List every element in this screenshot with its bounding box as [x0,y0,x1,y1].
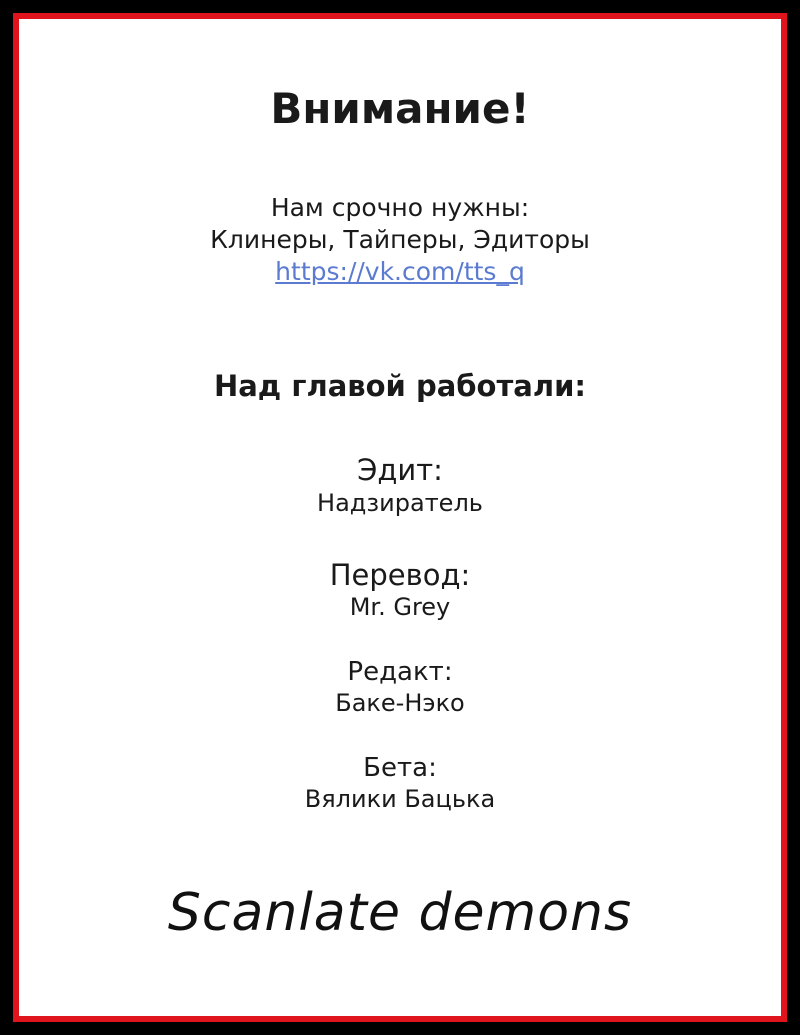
credit-name-redakt: Баке-Нэко [335,689,465,717]
team-signature: Scanlate demons [167,883,633,943]
credit-role-beta: Бета: [363,753,437,783]
recruit-link[interactable]: https://vk.com/tts_q [275,257,525,286]
credit-name-edit: Надзиратель [317,489,483,517]
recruit-notice-line-1: Нам срочно нужны: [270,193,530,222]
credit-name-beta: Вялики Бацька [304,785,496,813]
credit-role-redakt: Редакт: [347,657,453,687]
credits-heading: Над главой работали: [213,369,587,403]
credit-role-translation: Перевод: [329,558,471,592]
credit-name-translation: Mr. Grey [349,593,451,621]
page-title: Внимание! [270,84,530,133]
recruit-notice-line-2: Клинеры, Тайперы, Эдиторы [210,225,590,254]
credits-page [19,19,781,1016]
credit-role-edit: Эдит: [357,453,443,487]
